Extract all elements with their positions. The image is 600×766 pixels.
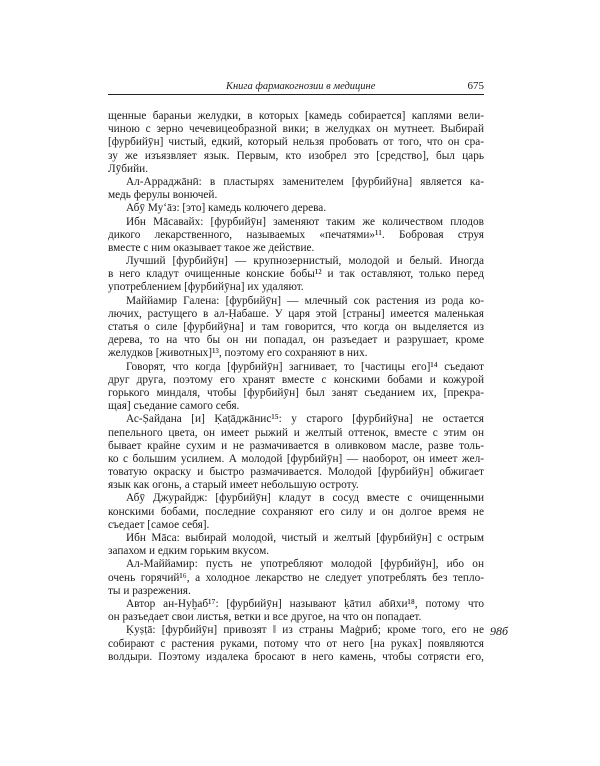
text-line: Ḳуṣṭā: [фурбийӯн] привозят ‖ из страны Маġриб; кроме того, его не [126, 624, 484, 637]
text-line: желудков [животных]¹³, поэтому его сохраняют в них. [108, 347, 368, 360]
text-line: чиною с зерно чечевицеобразной вики; в желудках он мутнеет. Выбирай [108, 123, 484, 136]
text-line: Ал-Маййамир: пусть не употребляют молодой [фурбийӯн], ибо он [126, 558, 484, 571]
text-line: Лӯбийи. [108, 162, 149, 175]
text-line: зу же изъязвляет язык. Первым, кто изобрел это [средство], был царь [108, 149, 484, 162]
paragraph [108, 295, 484, 361]
text-line: пепельного цвета, он имеет рыжий и желтый оттенок, вместе с этим он [108, 426, 484, 439]
text-line: язык как огонь, а старый имеет небольшую остроту. [108, 479, 359, 492]
paragraph [108, 176, 484, 202]
paragraph [108, 255, 484, 295]
text-line: Автор ан-Нуḫаб¹⁷: [фурбийӯн] называют ḳāтил абӣхи¹⁸, потому что [126, 597, 484, 610]
paragraph [108, 624, 484, 664]
text-line: собирают с растения руками, потому что от него [на руках] появляются [108, 637, 484, 650]
text-line: Абӯ Му‘āз: [это] камедь колючего дерева. [126, 202, 327, 215]
text-line: Лучший [фурбийӯн] — крупнозернистый, молодой и белый. Иногда [126, 255, 484, 268]
paragraph [108, 532, 484, 558]
text-line: Маййамир Галена: [фурбийӯн] — млечный сок растения из рода ко- [126, 294, 484, 307]
paragraph [108, 492, 484, 532]
page-header [108, 78, 484, 95]
text-line: волдыри. Поэтому издалека бросают в него камень, чтобы сотрясти его, [108, 650, 484, 663]
text-line: ко с большим усилием. А молодой [фурбийӯн] — наоборот, он имеет жел- [108, 452, 484, 465]
paragraph [108, 558, 484, 598]
text-line: Абӯ Джурайдж: [фурбийӯн] кладут в сосуд вместе с очищенными [126, 492, 484, 505]
paragraph [108, 202, 484, 215]
text-line: статья о силе [фурбийӯна] и там говорится, что когда он выделяется из [108, 321, 484, 333]
text-line: Говорят, что когда [фурбийӯн] загнивает, то [частицы его]¹⁴ съедают [126, 360, 484, 373]
text-line: друг друга, поэтому его хранят вместе с конскими бобами и кожурой [108, 373, 484, 386]
text-line: употреблением [фурбийӯна] их удаляют. [108, 281, 304, 294]
text-line: конскими бобами, последние сохраняют его силу и он долгое время не [108, 505, 484, 518]
running-title: Книга фармакогнозии в медицине [226, 81, 376, 92]
text-line: очень горячий¹⁶, а холодное лекарство не следует употреблять без тепло- [108, 571, 484, 584]
body-text [108, 110, 484, 664]
text-line: ты и разрежения. [108, 584, 191, 597]
text-line: дикого лекарственного, называемых «печатями»¹¹. Бобровая струя [108, 228, 484, 241]
text-line: Ал-Арраджāнӣ: в пластырях заменителем [фурбийӯна] является ка- [126, 175, 484, 188]
paragraph [108, 216, 484, 256]
text-line: запахом и едким горьким вкусом. [108, 545, 270, 558]
text-line: бывает крайне сухим и не размачивается в оливковом масле, разве толь- [108, 439, 484, 452]
text-line: Ибн Мāсавайх: [фурбийӯн] заменяют таким же количеством плодов [126, 215, 484, 228]
text-line: Ас-Ṣайдана [и] Ḳаṭāджāнис¹⁵: у старого [фурбийӯна] не остается [126, 413, 484, 426]
text-line: он разъедает свои листья, ветки и все другое, на что он попадает. [108, 611, 422, 624]
text-line: [фурбийӯн] чистый, едкий, который нельзя пробовать от того, что он сра- [108, 136, 484, 149]
text-line: щая] съедание самого себя. [108, 400, 240, 413]
text-line: щенные бараньи желудки, в которых [камедь собирается] каплями вели- [108, 110, 484, 122]
text-line: Ибн Мāса: выбирай молодой, чистый и желтый [фурбийӯн] с острым [126, 532, 484, 544]
paragraph [108, 598, 484, 624]
text-line: съедает [самое себя]. [108, 518, 210, 531]
folio-margin-note: 98б [490, 623, 509, 638]
text-line: товатую окраску и быстро размачивается. Молодой [фурбийӯн] обжигает [108, 466, 484, 479]
text-line: горького миндаля, чтобы [фурбийӯн] был занят съеданием их, [прекра- [108, 386, 484, 399]
paragraph [108, 110, 484, 176]
text-line: лючих, растущего в ал-Ḥабаше. У царя этой [страны] имеется маленькая [108, 307, 484, 320]
paragraph [108, 413, 484, 492]
page-number: 675 [467, 80, 484, 92]
paragraph [108, 361, 484, 414]
text-line: дерева, то на что бы он ни попадал, он разъедает и разрушает, кроме [108, 334, 484, 347]
text-line: вместе с ним оказывает такое же действие. [108, 241, 315, 254]
text-line: медь ферулы вонючей. [108, 189, 218, 202]
text-line: в него кладут очищенные конские бобы¹² и так оставляют, только перед [108, 268, 484, 281]
